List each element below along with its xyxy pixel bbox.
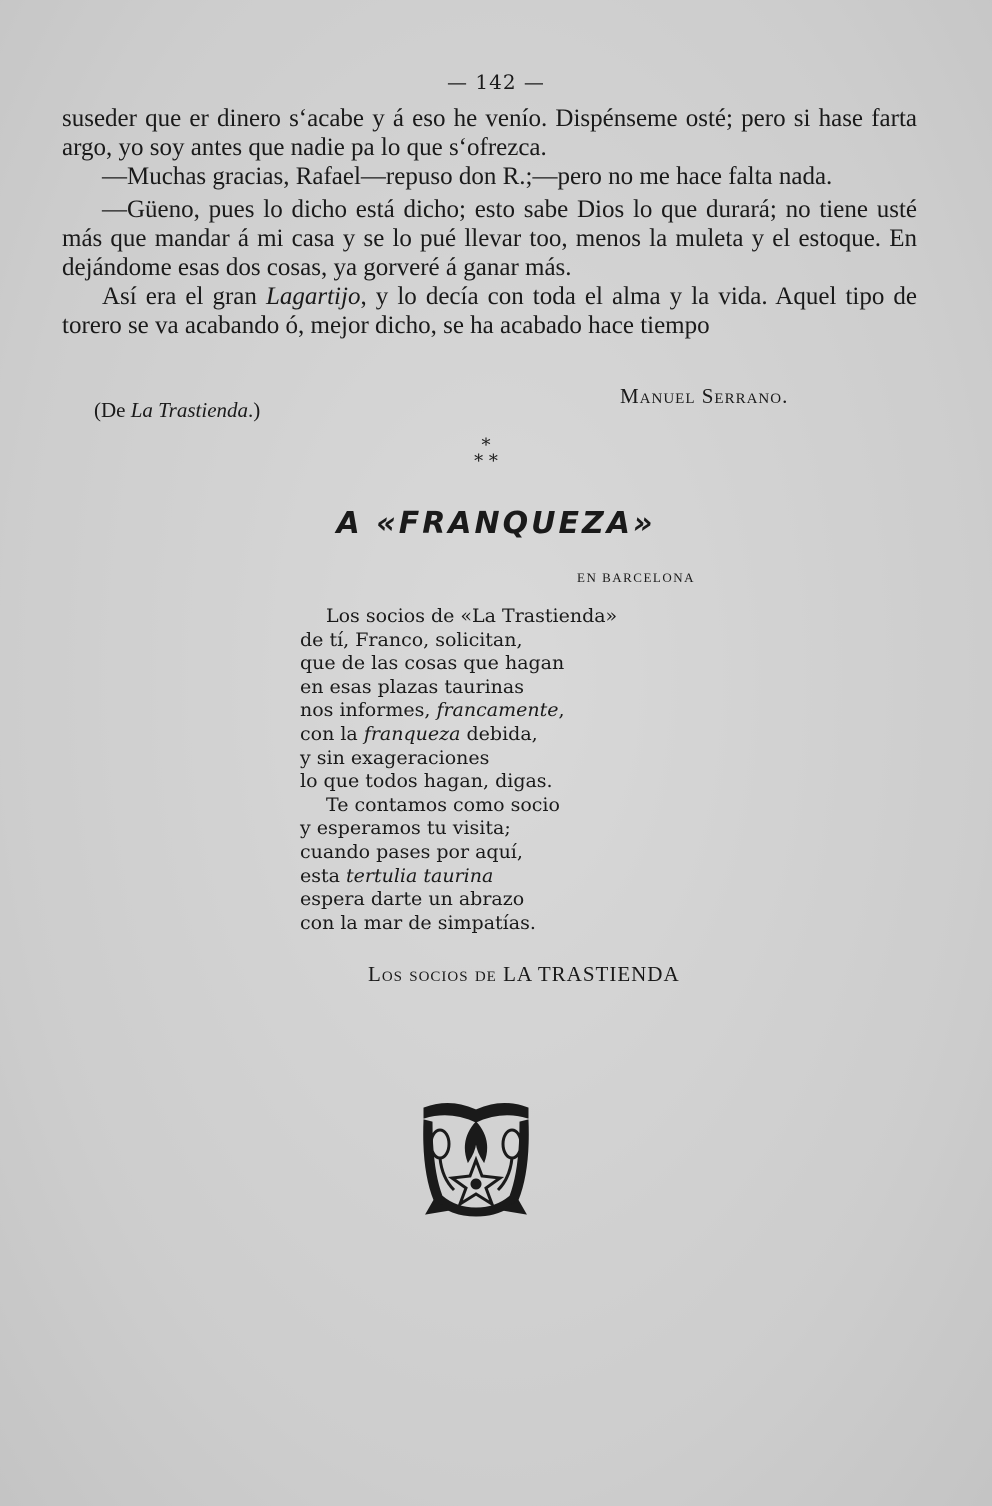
source-credit	[94, 398, 260, 423]
poem-line-text: esta	[300, 864, 346, 887]
poem-signature	[368, 962, 680, 987]
poem-line-text: en esas plazas taurinas	[300, 675, 525, 698]
poem-line	[300, 699, 720, 723]
poem-line	[300, 652, 720, 676]
poem-line-text: nos informes,	[300, 699, 437, 722]
poem-dedication: EN BARCELONA	[577, 570, 696, 585]
poem-line-text: de tí, Franco, solicitan,	[300, 628, 523, 651]
poem-line-text: cuando pases por aquí,	[300, 840, 523, 863]
prose-paragraph-closing	[62, 282, 917, 340]
poem-line	[300, 629, 720, 653]
poem-line	[300, 841, 720, 865]
poem-title: A «FRANQUEZA»	[336, 506, 656, 541]
poem-line-text: Los socios de «La Trastienda»	[326, 605, 618, 627]
page-number: — 142 —	[447, 70, 545, 94]
poem-line	[300, 817, 720, 841]
poem-line-italic: franqueza	[363, 722, 461, 745]
flower-ornament-icon	[420, 1100, 532, 1218]
poem-line-text: con la	[300, 722, 364, 745]
poem-line	[300, 723, 720, 747]
prose-paragraph-2: —Muchas gracias, Rafael—repuso don R.;—pero no me hace falta nada.	[102, 163, 833, 190]
prose-paragraph-3: —Güeno, pues lo dicho está dicho; esto sabe Dios lo que durará; no tiene usté más que mandar á mi casa y se lo pué llevar too, menos la muleta y el estoque. En dejándome esas dos cosas, ya gorveré á ganar más.	[62, 196, 917, 281]
poem-line	[300, 865, 720, 889]
poem-signature-caps: LA TRASTIENDA	[503, 962, 680, 986]
poem-line-text: debida,	[460, 722, 538, 745]
poem-line-text: que de las cosas que hagan	[300, 652, 565, 675]
asterism-top: *	[481, 435, 491, 456]
poem-line-text: y sin exageraciones	[300, 746, 490, 769]
author-signature: Manuel Serrano.	[620, 384, 789, 408]
poem-line	[300, 676, 720, 700]
poem-line-italic: tertulia taurina	[346, 864, 494, 887]
asterism-bottom: * *	[474, 451, 498, 472]
poem-line	[300, 912, 720, 936]
asterism-divider	[466, 435, 506, 482]
poem-line	[300, 605, 720, 629]
source-close: .)	[248, 398, 261, 422]
poem-body	[300, 605, 720, 935]
poem-signature-smallcaps: Los socios de	[368, 962, 504, 986]
poem-line	[300, 888, 720, 912]
prose-block	[62, 104, 917, 340]
closing-after: , y lo decía con toda el alma y la vida. Aquel tipo de torero se va acabando ó, mejor dicho, se ha acabado hace tiempo	[62, 283, 917, 339]
source-italic: La Trastienda	[130, 398, 249, 422]
closing-italic: Lagartijo	[265, 283, 361, 310]
poem-line-text: espera darte un abrazo	[300, 888, 525, 911]
closing-before: Así era el gran	[102, 283, 266, 310]
poem-line	[300, 770, 720, 794]
poem-line-text: ,	[558, 699, 565, 722]
poem-line	[300, 794, 720, 818]
poem-line-text: Te contamos como socio	[326, 793, 560, 816]
poem-line-italic: francamente	[436, 699, 559, 722]
prose-paragraph-1: suseder que er dinero s‘acabe y á eso he venío. Dispénseme osté; pero si hase farta argo, yo soy antes que nadie pa lo que s‘ofrezca.	[62, 105, 917, 161]
poem-line-text: y esperamos tu visita;	[300, 817, 511, 840]
poem-line-text: lo que todos hagan, digas.	[300, 770, 553, 793]
poem-line	[300, 747, 720, 771]
source-open: (De	[94, 398, 131, 422]
poem-line-text: con la mar de simpatías.	[300, 911, 536, 934]
